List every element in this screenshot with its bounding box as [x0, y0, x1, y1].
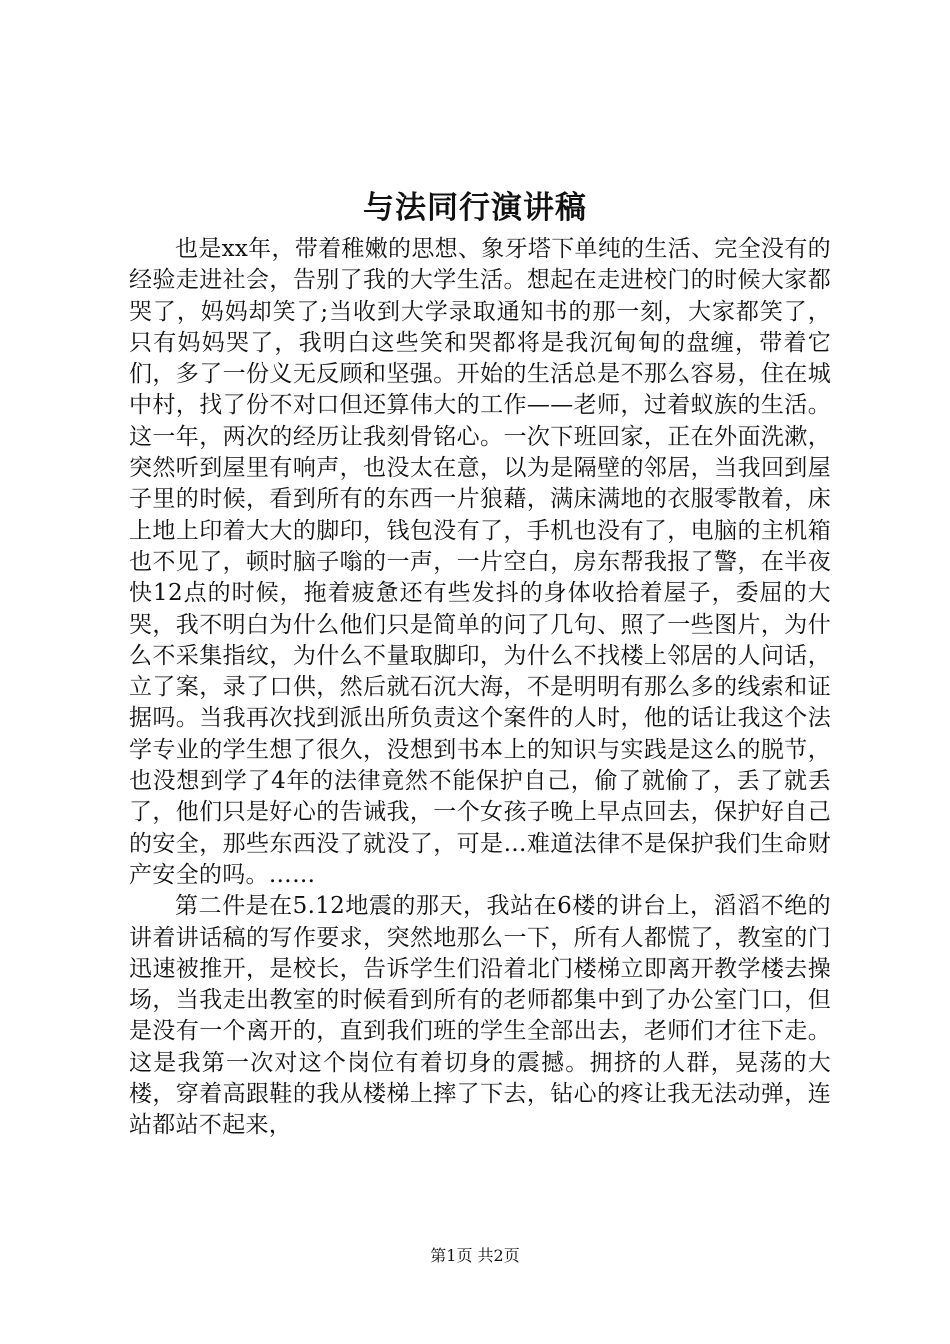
- paragraph-2: 第二件是在5.12地震的那天，我站在6楼的讲台上，滔滔不绝的讲着讲话稿的写作要求，突然地那么一下，所有人都慌了，教室的门迅速被推开，是校长，告诉学生们沿着北门楼梯立即离开教学楼去操场，当我走出教室的时候看到所有的老师都集中到了办公室门口，但是没有一个离开的，直到我们班的学生全部出去，老师们才往下走。这是我第一次对这个岗位有着切身的震撼。拥挤的人群，晃荡的大楼，穿着高跟鞋的我从楼梯上摔了下去，钻心的疼让我无法动弹，连站都站不起来，: [129, 893, 831, 1139]
- document-body: [129, 234, 831, 1142]
- page-footer: 第1页 共2页: [430, 1246, 520, 1265]
- paragraph-1: 也是xx年，带着稚嫩的思想、象牙塔下单纯的生活、完全没有的经验走进社会，告别了我的大学生活。想起在走进校门的时候大家都哭了，妈妈却笑了;当收到大学录取通知书的那一刻，大家都笑了，只有妈妈哭了，我明白这些笑和哭都将是我沉甸甸的盘缠，带着它们，多了一份义无反顾和坚强。开始的生活总是不那么容易，住在城中村，找了份不对口但还算伟大的工作——老师，过着蚁族的生活。这一年，两次的经历让我刻骨铭心。一次下班回家，正在外面洗漱，突然听到屋里有响声，也没太在意，以为是隔壁的邻居，当我回到屋子里的时候，看到所有的东西一片狼藉，满床满地的衣服零散着，床上地上印着大大的脚印，钱包没有了，手机也没有了，电脑的主机箱也不见了，顿时脑子嗡的一声，一片空白，房东帮我报了警，在半夜快12点的时候，拖着疲惫还有些发抖的身体收拾着屋子，委屈的大哭，我不明白为什么他们只是简单的问了几句、照了一些图片，为什么不采集指纹，为什么不量取脚印，为什么不找楼上邻居的人问话，立了案，录了口供，然后就石沉大海，不是明明有那么多的线索和证据吗。当我再次找到派出所负责这个案件的人时，他的话让我这个法学专业的学生想了很久，没想到书本上的知识与实践是这么的脱节，也没想到学了4年的法律竟然不能保护自己，偷了就偷了，丢了就丢了，他们只是好心的告诫我，一个女孩子晚上早点回去，保护好自己的安全，那些东西没了就没了，可是…难道法律不是保护我们生命财产安全的吗。……: [129, 236, 831, 888]
- document-title: 与法同行演讲稿: [363, 190, 587, 226]
